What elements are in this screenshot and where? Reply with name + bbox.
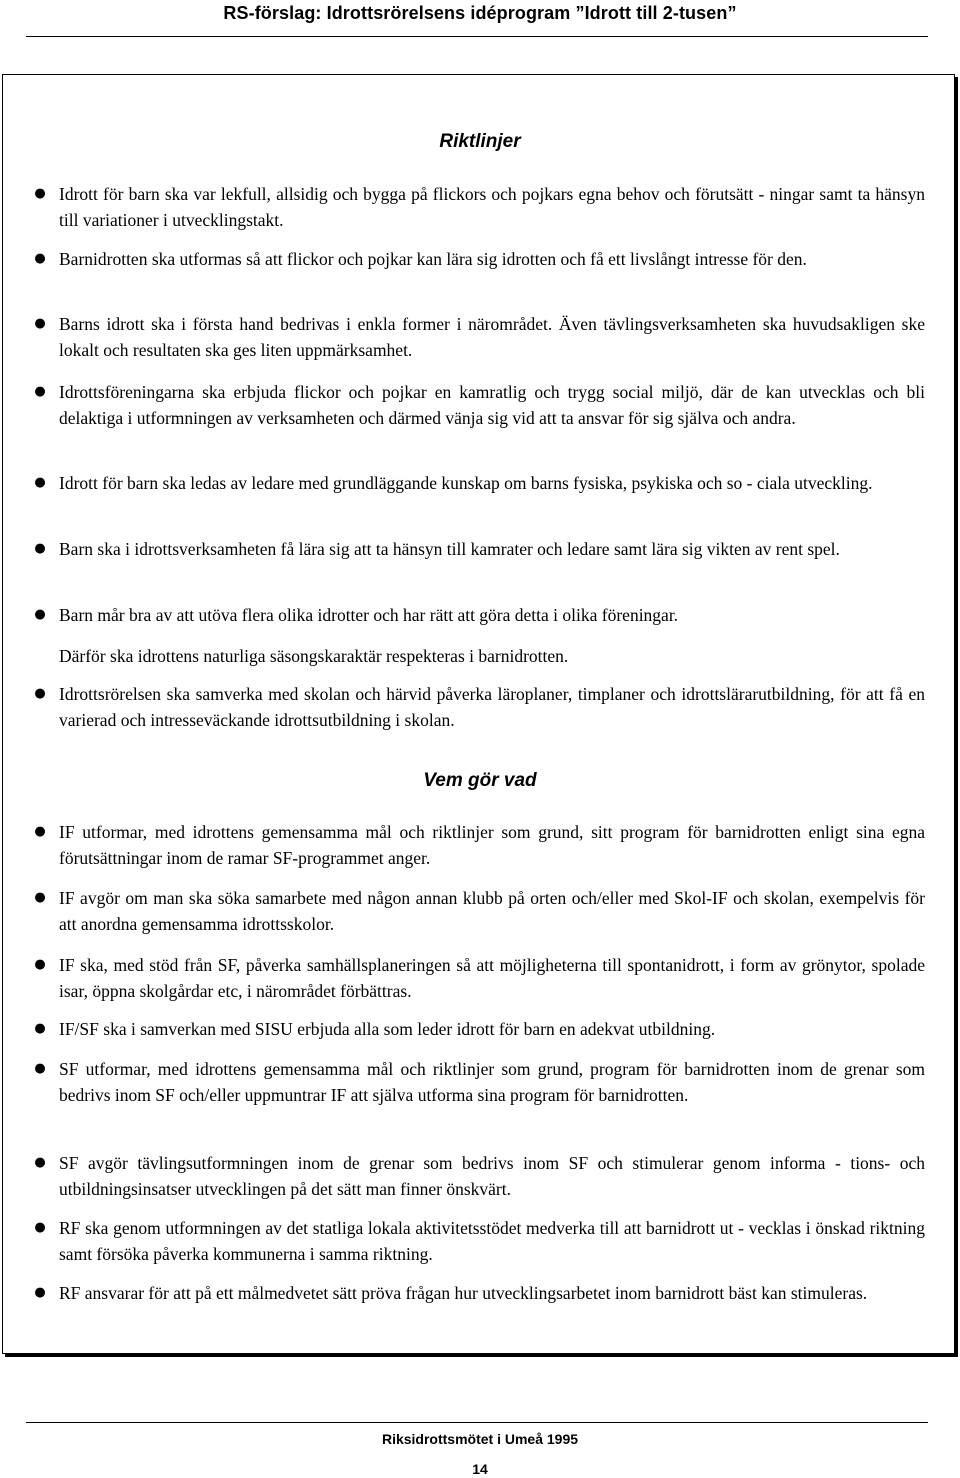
bullet-icon: ● bbox=[34, 186, 46, 201]
list-item-text: Idrottsföreningarna ska erbjuda flickor och pojkar en kamratlig och trygg social miljö, där de kan utvecklas och bli delaktiga i utformningen av verksamheten och därmed vänja sig vid att ta ansvar för sig själva och andra. bbox=[59, 382, 925, 428]
section-heading-vem-gor-vad: Vem gör vad bbox=[423, 770, 537, 791]
list-item bbox=[34, 246, 925, 272]
bullet-icon: ● bbox=[34, 251, 46, 266]
list-item-text: IF ska, med stöd från SF, påverka samhällsplaneringen så att möjligheterna till spontanidrott, i form av grönytor, spolade isar, öppna skolgårdar etc, i närområdet förbättras. bbox=[59, 955, 925, 1001]
bullet-icon: ● bbox=[34, 1285, 46, 1300]
list-item-text: IF utformar, med idrottens gemensamma mål och riktlinjer som grund, sitt program för barnidrotten enligt sina egna förutsättningar inom de ramar SF-programmet anger. bbox=[59, 822, 925, 868]
bullet-icon: ● bbox=[34, 475, 46, 490]
list-item-text: SF avgör tävlingsutformningen inom de grenar som bedrivs inom SF och stimulerar genom informa - tions- och utbildningsinsatser utvecklingen på det sätt man finner önskvärt. bbox=[59, 1153, 925, 1199]
footer-text: Riksidrottsmötet i Umeå 1995 bbox=[381, 1431, 579, 1447]
list-item-text: Därför ska idrottens naturliga säsongskaraktär respekteras i barnidrotten. bbox=[59, 646, 569, 666]
bullet-icon: ● bbox=[34, 316, 46, 331]
list-item bbox=[34, 379, 925, 431]
list-paragraph bbox=[59, 643, 925, 669]
list-item bbox=[34, 1016, 925, 1042]
list-item-text: Barn ska i idrottsverksamheten få lära sig att ta hänsyn till kamrater och ledare samt lära sig vikten av rent spel. bbox=[59, 539, 840, 559]
bullet-icon: ● bbox=[34, 890, 46, 905]
list-item bbox=[34, 602, 925, 628]
list-item bbox=[34, 885, 925, 937]
list-item-text: Idrott för barn ska ledas av ledare med grundläggande kunskap om barns fysiska, psykiska och so - ciala utveckling. bbox=[59, 473, 873, 493]
page-header-title: RS-förslag: Idrottsrörelsens idéprogram ”Idrott till 2-tusen” bbox=[223, 3, 737, 23]
list-item-text: IF avgör om man ska söka samarbete med någon annan klubb på orten och/eller med Skol-IF och skolan, exempelvis för att anordna gemensamma idrottsskolor. bbox=[59, 888, 925, 934]
bullet-icon: ● bbox=[34, 607, 46, 622]
bullet-icon: ● bbox=[34, 824, 46, 839]
bullet-icon: ● bbox=[34, 1061, 46, 1076]
section-heading-riktlinjer: Riktlinjer bbox=[439, 131, 521, 152]
list-item-text: Barn mår bra av att utöva flera olika idrotter och har rätt att göra detta i olika föreningar. bbox=[59, 605, 679, 625]
bullet-icon: ● bbox=[34, 541, 46, 556]
page-number: 14 bbox=[472, 1461, 488, 1477]
bullet-icon: ● bbox=[34, 384, 46, 399]
list-item bbox=[34, 181, 925, 233]
list-item bbox=[34, 819, 925, 871]
list-item-text: SF utformar, med idrottens gemensamma mål och riktlinjer som grund, program för barnidrotten inom de grenar som bedrivs inom SF och/eller uppmuntrar IF att själva utforma sina program för barnidrotten. bbox=[59, 1059, 925, 1105]
list-item bbox=[34, 952, 925, 1004]
list-item-text: Barnidrotten ska utformas så att flickor och pojkar kan lära sig idrotten och få ett livslångt intresse för den. bbox=[59, 249, 807, 269]
list-item-text: IF/SF ska i samverkan med SISU erbjuda alla som leder idrott för barn en adekvat utbildning. bbox=[59, 1019, 716, 1039]
list-item bbox=[34, 1056, 925, 1108]
list-item bbox=[34, 536, 925, 562]
footer-divider bbox=[26, 1422, 928, 1423]
bullet-icon: ● bbox=[34, 1155, 46, 1170]
list-item bbox=[34, 681, 925, 733]
list-item-text: Barns idrott ska i första hand bedrivas i enkla former i närområdet. Även tävlingsverksamheten ska huvudsakligen ske lokalt och resultaten ska ges liten uppmärksamhet. bbox=[59, 314, 925, 360]
list-item-text: Idrott för barn ska var lekfull, allsidig och bygga på flickors och pojkars egna behov och förutsätt - ningar samt ta hänsyn till variationer i utvecklingstakt. bbox=[59, 184, 925, 230]
list-item-text: Idrottsrörelsen ska samverka med skolan och härvid påverka läroplaner, timplaner och idrottslärarutbildning, för att få en varierad och intresseväckande idrottsutbildning i skolan. bbox=[59, 684, 925, 730]
list-item bbox=[34, 1280, 925, 1306]
bullet-icon: ● bbox=[34, 686, 46, 701]
bullet-icon: ● bbox=[34, 957, 46, 972]
list-item-text: RF ansvarar för att på ett målmedvetet sätt pröva frågan hur utvecklingsarbetet inom barnidrott bäst kan stimuleras. bbox=[59, 1283, 868, 1303]
bullet-icon: ● bbox=[34, 1220, 46, 1235]
list-item bbox=[34, 311, 925, 363]
header-divider bbox=[26, 36, 928, 37]
list-item-text: RF ska genom utformningen av det statliga lokala aktivitetsstödet medverka till att barnidrott ut - vecklas i önskad riktning samt försöka påverka kommunerna i samma riktning. bbox=[59, 1218, 925, 1264]
list-item bbox=[34, 470, 925, 496]
list-item bbox=[34, 1215, 925, 1267]
bullet-icon: ● bbox=[34, 1021, 46, 1036]
list-item bbox=[34, 1150, 925, 1202]
